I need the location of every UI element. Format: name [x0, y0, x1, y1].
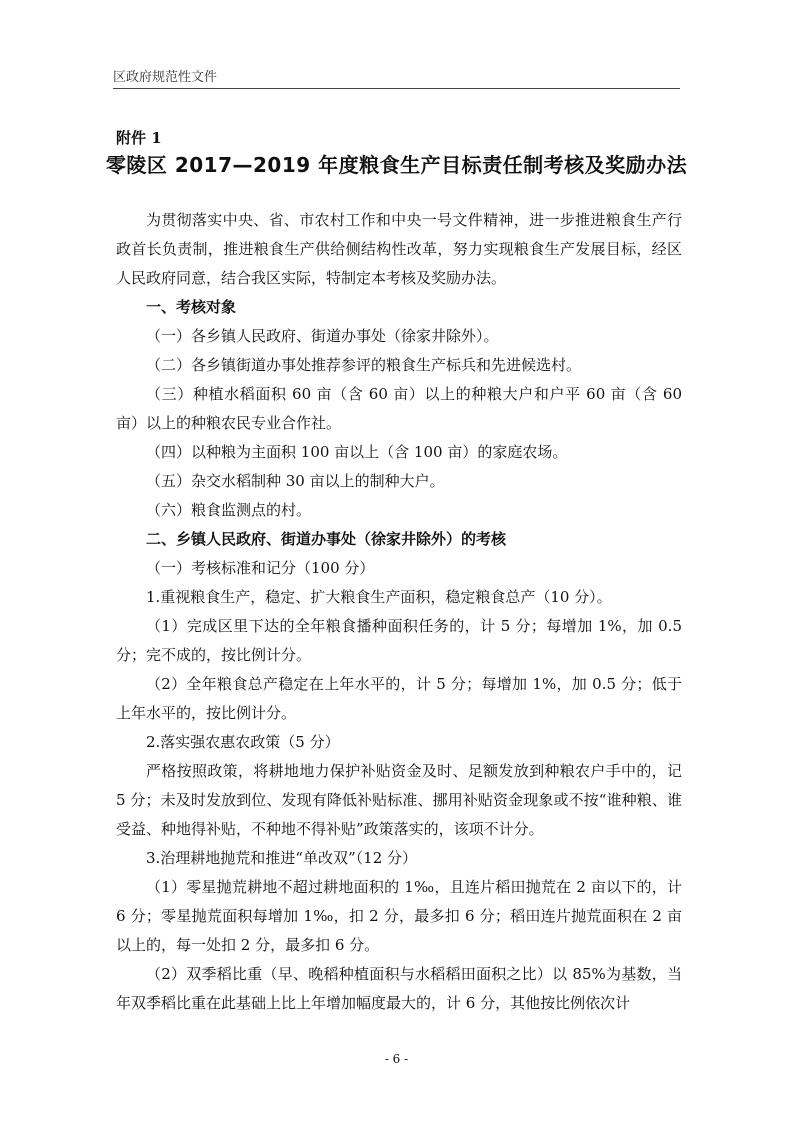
list-item: （三）种植水稻面积 60 亩（含 60 亩）以上的种粮大户和户平 60 亩（含 60 亩）以上的种粮农民专业合作社。 — [116, 385, 682, 432]
clause-paragraph: （1）完成区里下达的全年粮食播种面积任务的，计 5 分；每增加 1%，加 0.5 分；完不成的，按比例计分。 — [116, 617, 682, 664]
clause-heading: 3.治理耕地抛荒和推进“单改双”（12 分） — [146, 849, 418, 867]
list-item: （五）杂交水稻制种 30 亩以上的制种大户。 — [146, 472, 445, 490]
list-item: （二）各乡镇街道办事处推荐参评的粮食生产标兵和先进候选村。 — [146, 356, 582, 374]
intro-paragraph: 为贯彻落实中央、省、市农村工作和中央一号文件精神，进一步推进粮食生产行政首长负责制，推进粮食生产供给侧结构性改革，努力实现粮食生产发展目标，经区人民政府同意，结合我区实际，特制定本考核及奖励办法。 — [116, 211, 682, 287]
clause-heading: 1.重视粮食生产，稳定、扩大粮食生产面积，稳定粮食总产（10 分）。 — [146, 588, 612, 606]
clause-paragraph: （2）双季稻比重（早、晚稻种植面积与水稻稻田面积之比）以 85%为基数，当年双季稻比重在此基础上比上年增加幅度最大的，计 6 分，其他按比例依次计 — [116, 965, 682, 1012]
clause-paragraph: （1）零星抛荒耕地不超过耕地面积的 1‰，且连片稻田抛荒在 2 亩以下的，计 6 分；零星抛荒面积每增加 1‰，扣 2 分，最多扣 6 分；稻田连片抛荒面积在 2 亩以上的，每一处扣 2 分，最多扣 6 分。 — [116, 878, 682, 954]
section-heading-1: 一、考核对象 — [146, 298, 237, 316]
document-title: 零陵区 2017—2019 年度粮食生产目标责任制考核及奖励办法 — [105, 153, 688, 177]
list-item: （六）粮食监测点的村。 — [146, 501, 312, 519]
list-item: （一）各乡镇人民政府、街道办事处（徐家井除外）。 — [146, 327, 499, 345]
page-number: - 6 - — [384, 1052, 409, 1066]
clause-heading: 2.落实强农惠农政策（5 分） — [146, 733, 340, 751]
section-heading-2: 二、乡镇人民政府、街道办事处（徐家井除外）的考核 — [146, 530, 507, 548]
list-item: （四）以种粮为主面积 100 亩以上（含 100 亩）的家庭农场。 — [146, 443, 568, 461]
clause-paragraph: （2）全年粮食总产稳定在上年水平的，计 5 分；每增加 1%，加 0.5 分；低于上年水平的，按比例计分。 — [116, 675, 682, 722]
header-divider — [113, 88, 680, 89]
attachment-label: 附件 1 — [116, 129, 162, 147]
clause-paragraph: 严格按照政策，将耕地地力保护补贴资金及时、足额发放到种粮农户手中的，记 5 分；未及时发放到位、发现有降低补贴标准、挪用补贴资金现象或不按“谁种粮、谁受益、种地得补贴，不种地不得补贴”政策落实的，该项不计分。 — [116, 762, 682, 838]
document-body — [116, 206, 682, 1018]
page-header: 区政府规范性文件 — [113, 70, 218, 85]
subsection-heading: （一）考核标准和记分（100 分） — [146, 559, 375, 577]
